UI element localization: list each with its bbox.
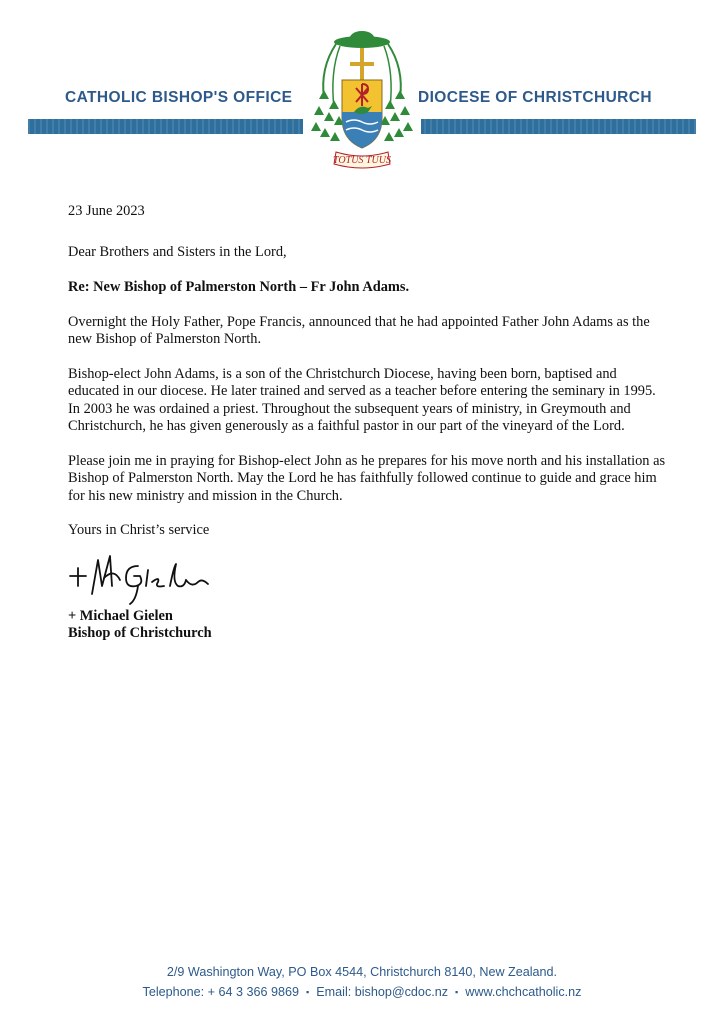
paragraph: Overnight the Holy Father, Pope Francis, announced that he had appointed Father John Adams as the new Bishop of Palmerston North.: [68, 313, 650, 347]
signer-name: + Michael Gielen: [68, 607, 173, 624]
paragraph: Bishop-elect John Adams, is a son of the Christchurch Diocese, having been born, baptised and educated in our diocese. He later trained and served as a teacher before entering the seminary in 1995. In 2003 he was ordained a priest. Throughout the subsequent years of ministry, in Greymouth and Christchurch, he has given generously as a faithful pastor in our part of the vineyard of the Lord.: [68, 365, 656, 434]
diocese-title: DIOCESE OF CHRISTCHURCH: [418, 89, 652, 106]
paragraph: Please join me in praying for Bishop-elect John as he prepares for his move north and his installation as Bishop of Palmerston North. May the Lord he has faithfully followed continue to guide and grace him for his new ministry and mission in the Church.: [68, 452, 666, 504]
footer-address: 2/9 Washington Way, PO Box 4544, Christchurch 8140, New Zealand.: [166, 965, 558, 979]
coat-of-arms-icon: [310, 28, 414, 170]
salutation: Dear Brothers and Sisters in the Lord,: [68, 243, 287, 260]
footer: [0, 962, 724, 1002]
signature-icon: [68, 546, 228, 608]
office-title: CATHOLIC BISHOP'S OFFICE: [65, 89, 293, 106]
footer-website[interactable]: www.chchcatholic.nz: [465, 985, 582, 999]
motto-text: TOTUS TUUS: [333, 155, 391, 166]
letter-body: [68, 203, 668, 643]
footer-contact: [0, 982, 724, 1002]
footer-telephone: Telephone: + 64 3 366 9869: [142, 985, 300, 999]
letterhead: [0, 0, 724, 175]
footer-email: Email: bishop@cdoc.nz: [316, 985, 449, 999]
separator-icon: ▪: [306, 987, 310, 997]
closing: Yours in Christ’s service: [68, 522, 210, 538]
letter-date: 23 June 2023: [68, 203, 145, 219]
separator-icon: ▪: [455, 987, 459, 997]
signer-title: Bishop of Christchurch: [68, 625, 212, 641]
subject-line: Re: New Bishop of Palmerston North – Fr John Adams.: [68, 279, 410, 295]
